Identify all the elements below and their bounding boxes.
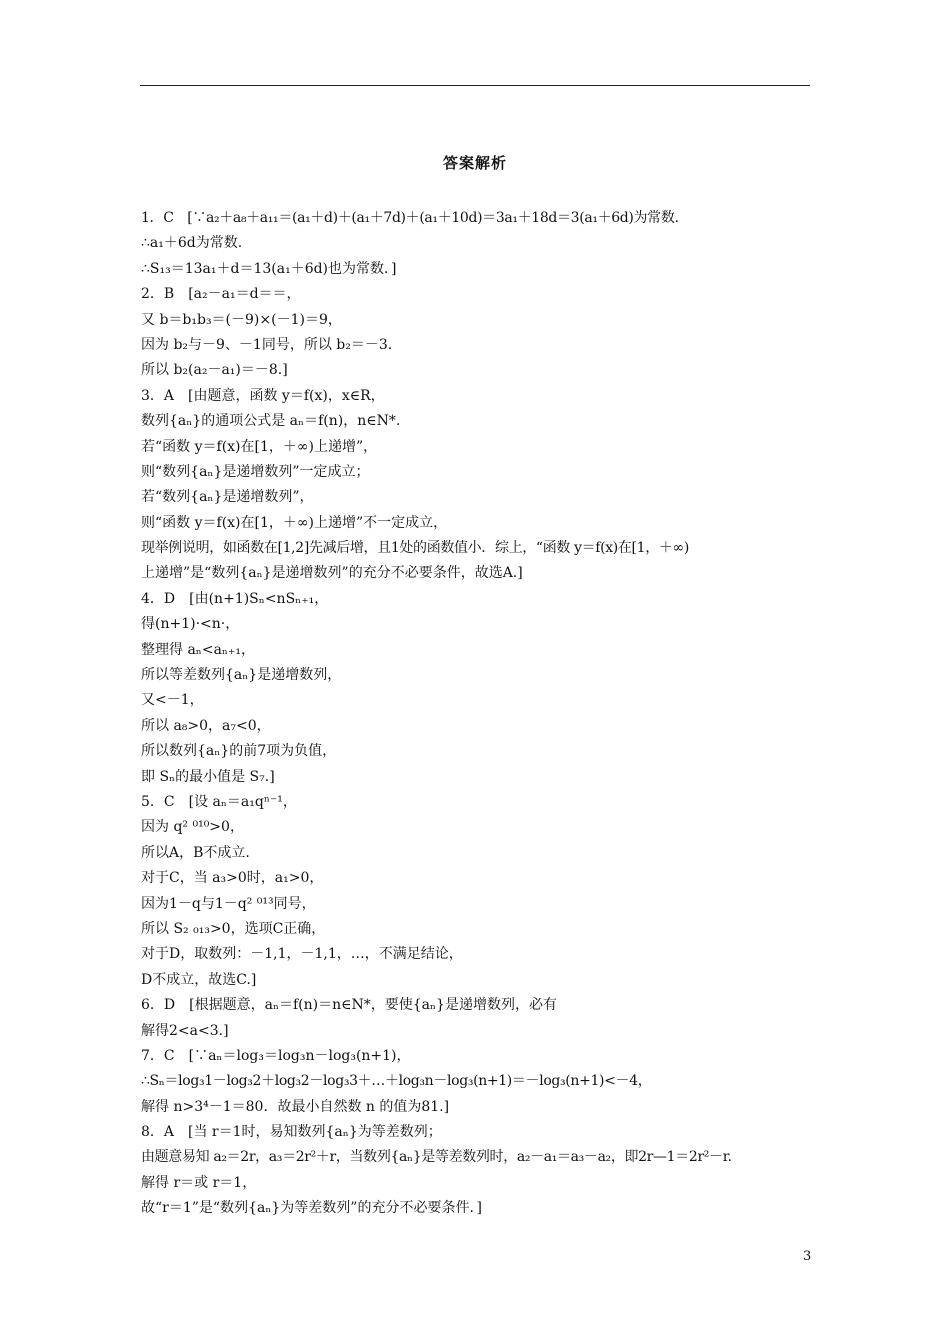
text-line: 解得 n>3⁴－1＝80．故最小自然数 n 的值为81.] [141, 1098, 450, 1115]
text-line: 1．C [∵a₂＋a₈＋a₁₁＝(a₁＋d)＋(a₁＋7d)＋(a₁＋10d)＝3a₁＋18d＝3(a₁＋6d)为常数. [141, 210, 679, 226]
text-line: 8．A [当 r＝1时，易知数列{aₙ}为等差数列； [141, 1124, 442, 1141]
page-title: 答案解析 [442, 154, 507, 172]
text-line: 6．D [根据题意，aₙ＝f(n)＝n∈N*，要使{aₙ}是递增数列，必有 [141, 997, 557, 1014]
text-line: 则“函数 y＝f(x)在[1，＋∞)上递增”不一定成立， [141, 514, 448, 531]
text-line: 7．C [∵aₙ＝log₃＝log₃n－log₃(n+1)， [141, 1047, 411, 1064]
text-line: 则“数列{aₙ}是递增数列”一定成立； [141, 463, 370, 480]
text-line: 即 Sₙ的最小值是 S₇.] [141, 768, 275, 785]
text-line: 因为 q² ⁰¹⁰>0， [141, 819, 244, 836]
text-line: 得(n+1)·<n·， [141, 616, 240, 633]
text-line: 所以A，B不成立. [141, 844, 250, 861]
text-line: ∴a₁＋6d为常数. [141, 235, 243, 252]
text-line: 对于C，当 a₃>0时，a₁>0， [141, 870, 324, 887]
text-line: 又 b＝b₁b₃＝(－9)×(－1)＝9， [141, 311, 342, 328]
text-line: 2．B [a₂－a₁＝d＝＝， [141, 286, 301, 303]
text-line: 若“函数 y＝f(x)在[1，＋∞)上递增”， [141, 438, 378, 455]
text-line: ∴S₁₃＝13a₁＋d＝13(a₁＋6d)也为常数．] [141, 260, 397, 277]
text-line: 解得 r＝或 r＝1， [141, 1174, 257, 1191]
text-line: 4．D [由(n+1)Sₙ<nSₙ₊₁， [141, 590, 329, 607]
text-line: 因为1－q与1－q² ⁰¹³同号， [141, 895, 316, 912]
page-number: 3 [803, 1249, 812, 1264]
text-line: 整理得 aₙ<aₙ₊₁， [141, 641, 255, 658]
text-line: 5．C [设 aₙ＝a₁qⁿ⁻¹， [141, 793, 297, 810]
header-rule [140, 85, 810, 86]
text-line: 所以 S₂ ₀₁₃>0，选项C正确， [141, 920, 326, 937]
text-line: D不成立，故选C.] [141, 971, 257, 988]
text-line: 现举例说明，如函数在[1,2]先减后增，且1处的函数值小．综上，“函数 y＝f(x)在[1，＋∞) [141, 540, 689, 557]
text-line: 数列{aₙ}的通项公式是 aₙ＝f(n)，n∈N*. [141, 413, 401, 430]
text-line: 由题意易知 a₂＝2r，a₃＝2r²＋r，当数列{aₙ}是等差数列时，a₂－a₁＝a₃－a₂，即2r—1＝2r²－r. [141, 1149, 732, 1166]
text-line: 上递增”是“数列{aₙ}是递增数列”的充分不必要条件，故选A.] [141, 565, 523, 582]
text-line: ∴Sₙ＝log₃1－log₃2＋log₃2－log₃3＋…＋log₃n－log₃(n+1)＝－log₃(n+1)<－4， [141, 1073, 652, 1090]
text-line: 所以等差数列{aₙ}是递增数列， [141, 667, 342, 684]
text-line: 因为 b₂与－9、－1同号，所以 b₂＝－3. [141, 336, 393, 353]
text-line: 又<－1， [141, 692, 204, 709]
text-line: 若“数列{aₙ}是递增数列”， [141, 489, 314, 506]
text-line: 故“r＝1”是“数列{aₙ}为等差数列”的充分不必要条件．] [141, 1200, 482, 1217]
text-line: 所以数列{aₙ}的前7项为负值， [141, 743, 337, 760]
text-line: 所以 b₂(a₂－a₁)＝－8.] [141, 362, 288, 379]
text-line: 对于D，取数列：－1,1，－1,1，…，不满足结论， [141, 946, 463, 963]
text-line: 所以 a₈>0，a₇<0， [141, 717, 271, 734]
solution-text [141, 206, 821, 1222]
text-line: 解得2<a<3.] [141, 1022, 229, 1039]
text-line: 3．A [由题意，函数 y＝f(x)，x∈R， [141, 387, 385, 404]
